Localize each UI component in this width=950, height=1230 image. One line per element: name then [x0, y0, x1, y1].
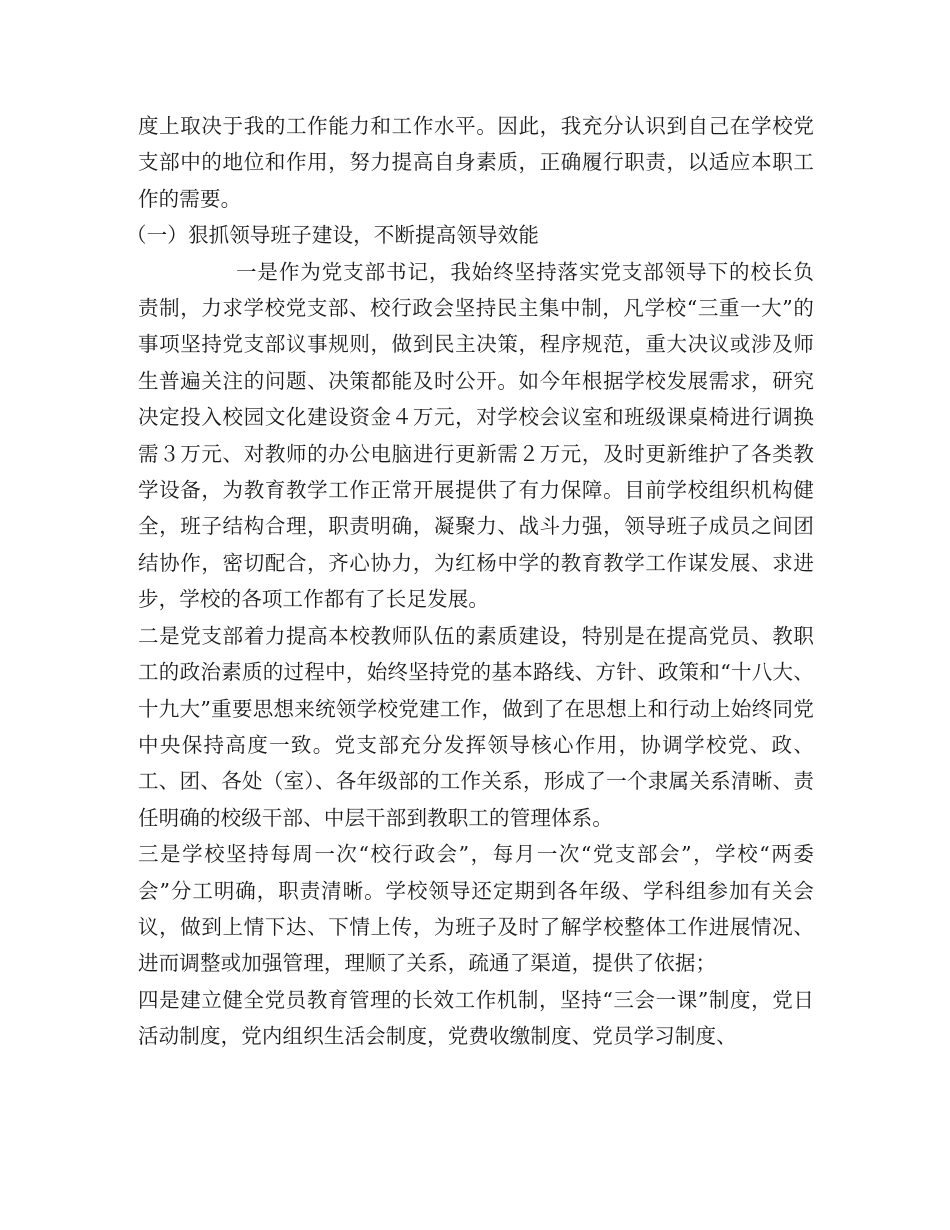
section-heading: （一）狠抓领导班子建设，不断提高领导效能 [126, 223, 539, 248]
paragraph-point-one: 一是作为党支部书记，我始终坚持落实党支部领导下的校长负责制，力求学校党支部、校行政会坚持民主集中制，凡学校“三重一大”的事项坚持党支部议事规则，做到民主决策，程序规范，重大决议或涉及师生普遍关注的问题、决策都能及时公开。如今年根据学校发展需求，研究决定投入校园文化建设资金４万元，对学校会议室和班级课桌椅进行调换需３万元、对教师的办公电脑进行更新需２万元，及时更新维护了各类教学设备，为教育教学工作正常开展提供了有力保障。目前学校组织机构健全，班子结构合理，职责明确，凝聚力、战斗力强，领导班子成员之间团结协作，密切配合，齐心协力，为红杨中学的教育教学工作谋发展、求进步，学校的各项工作都有了长足发展。 [138, 259, 814, 612]
document-body [126, 108, 814, 1055]
paragraph-point-two: 二是党支部着力提高本校教师队伍的素质建设，特别是在提高党员、教职工的政治素质的过程中，始终坚持党的基本路线、方针、政策和“十八大、十九大”重要思想来统领学校党建工作，做到了在思想上和行动上始终同党中央保持高度一致。党支部充分发挥领导核心作用，协调学校党、政、工、团、各处（室）、各年级部的工作关系，形成了一个隶属关系清晰、责任明确的校级干部、中层干部到教职工的管理体系。 [138, 623, 814, 830]
paragraph-point-three: 三是学校坚持每周一次“校行政会”，每月一次“党支部会”，学校“两委会”分工明确，职责清晰。学校领导还定期到各年级、学科组参加有关会议，做到上情下达、下情上传，为班子及时了解学校整体工作进展情况、进而调整或加强管理，理顺了关系，疏通了渠道，提供了依据； [138, 842, 814, 976]
paragraph-point-four: 四是建立健全党员教育管理的长效工作机制，坚持“三会一课”制度，党日活动制度，党内组织生活会制度，党费收缴制度、党员学习制度、 [138, 987, 814, 1049]
paragraph-intro: 度上取决于我的工作能力和工作水平。因此，我充分认识到自己在学校党支部中的地位和作用，努力提高自身素质，正确履行职责，以适应本职工作的需要。 [138, 114, 814, 211]
